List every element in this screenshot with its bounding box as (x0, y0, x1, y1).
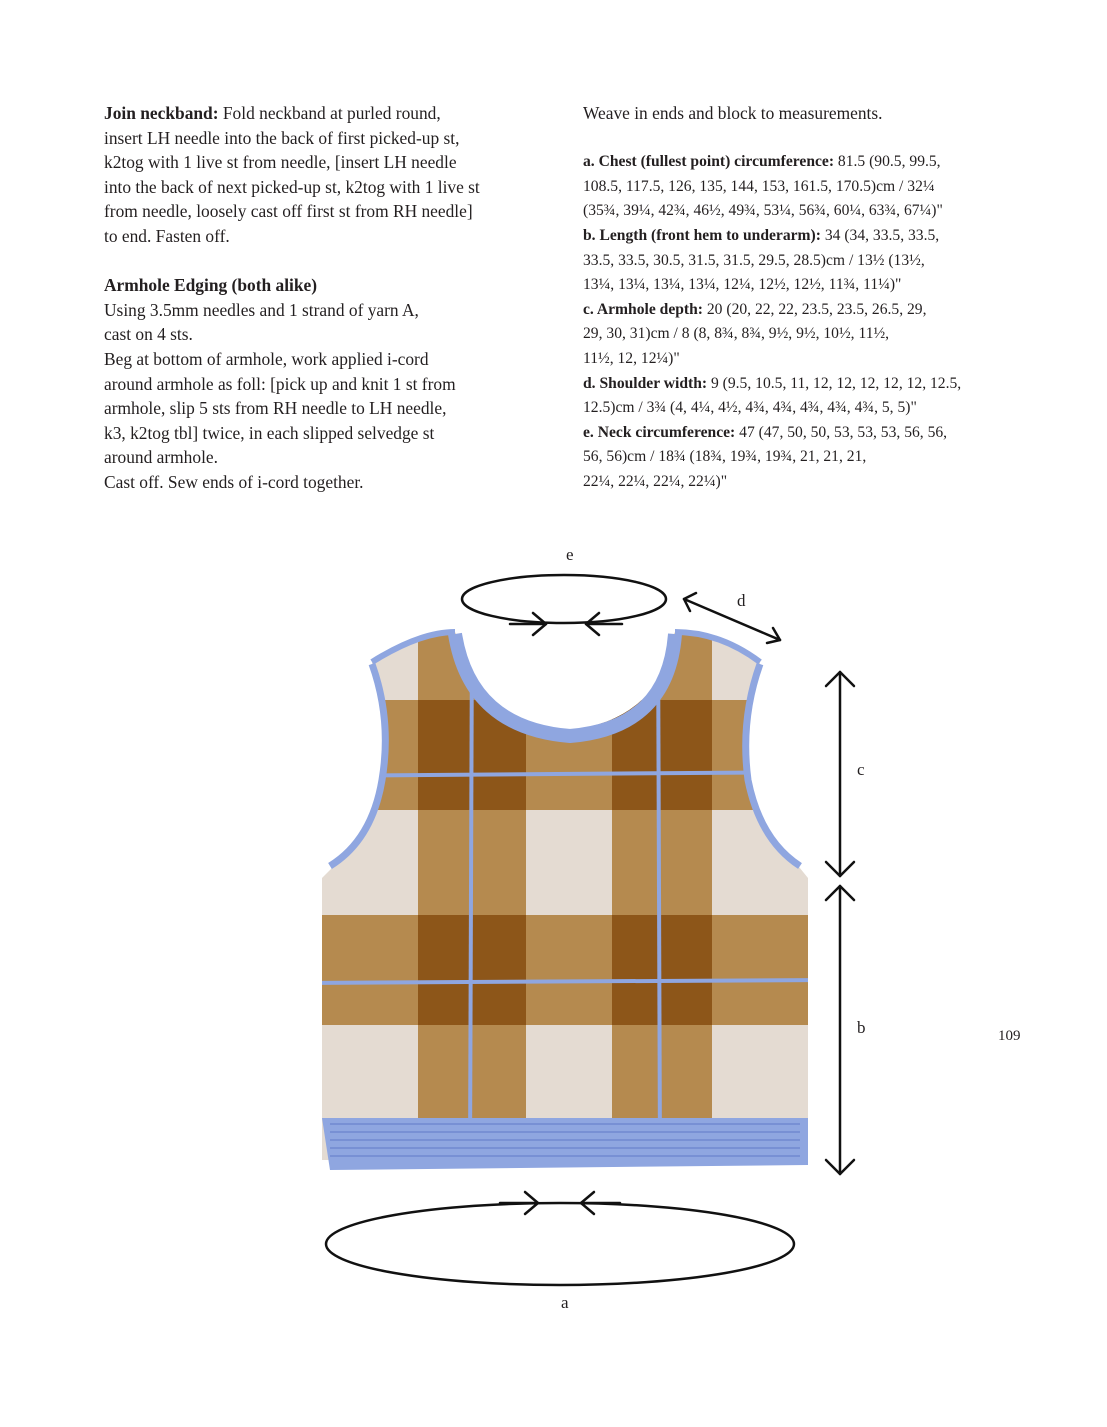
measurements-list: a. Chest (fullest point) circumference: 81.5 (90.5, 99.5, 108.5, 117.5, 126, 135, 144, 153, 161.5, 170.5)cm / 32¼ (35¾, 39¼, 42¾, 46½, 49¾, 53¼, 56¾, 60¼, 63¾, 67¼)" b. Length (front hem to underarm): 34 (34, 33.5, 33.5, 33.5, 33.5, 30.5, 31.5, 31.5, 29.5, 28.5)cm / 13½ (13½, 13¼, 13¼, 13¼, 13¼, 12¼, 12½, 12½, 11¾, 11¼)" c. Armhole depth: 20 (20, 22, 22, 23.5, 23.5, 26.5, 29, 29, 30, 31)cm / 8 (8, 8¾, 8¾, 9½, 9½, 10½, 11½, 11½, 12, 12¼)" d. Shoulder width: 9 (9.5, 10.5, 11, 12, 12, 12, 12, 12, 12.5, 12.5)cm / 3¾ (4, 4¼, 4½, 4¾, 4¾, 4¾, 4¾, 4¾, 5, 5)" e. Neck circumference: 47 (47, 50, 50, 53, 53, 53, 56, 56, 56, 56)cm / 18¾ (18¾, 19¾, 19¾, 21, 21, 21, 22¼, 22¼, 22¼, 22¼)" (583, 153, 962, 490)
left-column (104, 101, 544, 495)
vest-photo (300, 620, 820, 1170)
measurement-a-heading: a. Chest (fullest point) circumference: (583, 153, 835, 171)
label-d: d (737, 591, 746, 610)
join-neckband-heading: Join neckband: (104, 103, 219, 123)
measure-a-chest (326, 1192, 794, 1285)
finishing-instruction: Weave in ends and block to measurements. (583, 103, 883, 123)
label-c: c (857, 760, 865, 779)
measurement-c-heading: c. Armhole depth: (583, 300, 703, 318)
armhole-edging-section: Armhole Edging (both alike) Using 3.5mm needles and 1 strand of yarn A, cast on 4 sts. Beg at bottom of armhole, work applied i-cord around armhole as foll: [pick up and knit 1 st from armhole, slip 5 sts from RH needle to LH needle, k3, k2tog tbl] twice, in each slipped selvedge st around armhole. Cast off. Sew ends of i-cord together. (104, 275, 456, 492)
right-column (583, 101, 1038, 495)
measure-e-neck (462, 575, 666, 635)
page-number: 109 (998, 1028, 1021, 1044)
measurement-b-heading: b. Length (front hem to underarm): (583, 226, 821, 244)
measurement-e-heading: e. Neck circumference: (583, 423, 736, 441)
label-a: a (561, 1293, 569, 1312)
vest-measurement-diagram (0, 530, 1107, 1330)
join-neckband-paragraph: Join neckband: Fold neckband at purled round, insert LH needle into the back of first picked-up st, k2tog with 1 live st from needle, [insert LH needle into the back of next picked-up st, k2tog with 1 live st from needle, loosely cast off first st from RH needle] to end. Fasten off. (104, 103, 480, 246)
label-e: e (566, 545, 574, 564)
armhole-edging-heading: Armhole Edging (both alike) (104, 275, 318, 296)
measure-b-length (826, 886, 854, 1174)
label-b: b (857, 1018, 866, 1037)
measure-c-armhole (826, 672, 854, 876)
measurement-d-heading: d. Shoulder width: (583, 374, 708, 392)
